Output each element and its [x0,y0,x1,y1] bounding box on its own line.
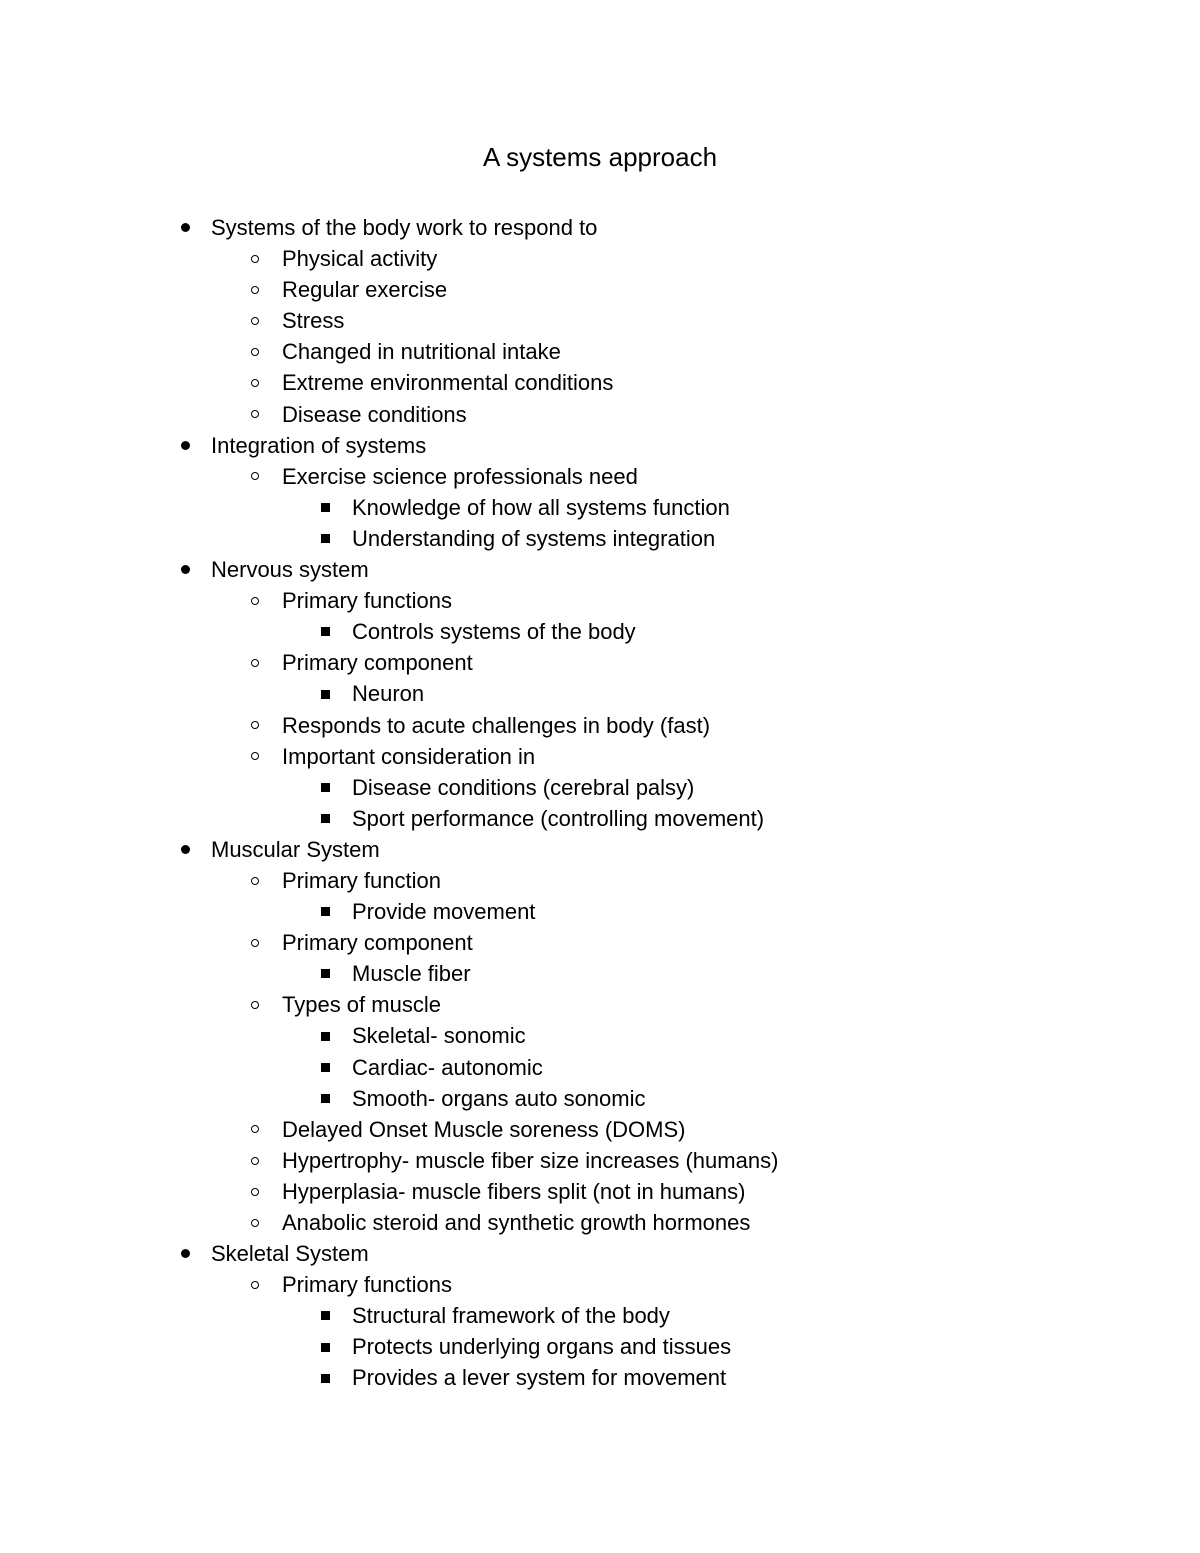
outline-item-level-2 [0,336,1200,367]
hollow-circle-bullet [245,336,265,367]
outline-item-level-2 [0,647,1200,678]
hollow-circle-bullet [245,399,265,430]
filled-square-bullet [315,1362,335,1393]
hollow-circle-bullet [245,274,265,305]
outline-item-text: Provides a lever system for movement [352,1365,727,1391]
hollow-circle-bullet [245,367,265,398]
outline-item-level-3 [0,1052,1200,1083]
outline-item-level-3 [0,1331,1200,1362]
outline-item-text: Physical activity [282,246,438,272]
outline-item-level-2 [0,1145,1200,1176]
outline-item-level-2 [0,865,1200,896]
outline-item-level-3 [0,1300,1200,1331]
outline-item-level-2 [0,989,1200,1020]
outline-item-text: Understanding of systems integration [352,525,716,551]
filled-circle-bullet [175,554,195,585]
filled-square-bullet [315,772,335,803]
outline-item-level-1 [0,430,1200,461]
outline-item-text: Integration of systems [211,432,427,458]
hollow-circle-bullet [245,585,265,616]
outline-item-level-3 [0,772,1200,803]
hollow-circle-bullet [245,1114,265,1145]
outline-item-text: Nervous system [211,557,369,583]
outline-item-level-1 [0,834,1200,865]
hollow-circle-bullet [245,461,265,492]
outline-item-text: Exercise science professionals need [282,463,638,489]
outline-item-text: Regular exercise [282,277,448,303]
hollow-circle-bullet [245,647,265,678]
outline-item-text: Types of muscle [282,992,441,1018]
outline-item-text: Changed in nutritional intake [282,339,561,365]
outline-item-text: Primary component [282,930,473,956]
hollow-circle-bullet [245,305,265,336]
outline-item-text: Disease conditions [282,401,467,427]
outline-item-text: Muscular System [211,836,380,862]
outline-item-text: Cardiac- autonomic [352,1054,543,1080]
outline-item-level-2 [0,399,1200,430]
hollow-circle-bullet [245,1176,265,1207]
outline-item-text: Extreme environmental conditions [282,370,614,396]
outline-list [0,212,1200,1394]
filled-circle-bullet [175,834,195,865]
filled-square-bullet [315,803,335,834]
outline-item-text: Important consideration in [282,743,536,769]
outline-item-text: Primary function [282,867,441,893]
filled-square-bullet [315,1020,335,1051]
outline-item-level-2 [0,243,1200,274]
outline-item-level-3 [0,1083,1200,1114]
outline-item-text: Provide movement [352,899,536,925]
outline-item-level-1 [0,554,1200,585]
outline-item-level-1 [0,212,1200,243]
outline-item-level-3 [0,523,1200,554]
filled-square-bullet [315,1083,335,1114]
filled-square-bullet [315,1300,335,1331]
outline-item-text: Primary functions [282,1272,452,1298]
hollow-circle-bullet [245,741,265,772]
outline-item-text: Hyperplasia- muscle fibers split (not in humans) [282,1178,746,1204]
outline-item-level-3 [0,616,1200,647]
outline-item-text: Sport performance (controlling movement) [352,805,765,831]
outline-item-level-2 [0,741,1200,772]
outline-item-text: Protects underlying organs and tissues [352,1334,732,1360]
outline-item-text: Primary component [282,650,473,676]
filled-square-bullet [315,958,335,989]
outline-item-level-3 [0,803,1200,834]
outline-item-text: Structural framework of the body [352,1303,670,1329]
outline-item-level-2 [0,274,1200,305]
filled-circle-bullet [175,1238,195,1269]
outline-item-level-3 [0,896,1200,927]
hollow-circle-bullet [245,1269,265,1300]
filled-square-bullet [315,896,335,927]
outline-item-text: Knowledge of how all systems function [352,494,730,520]
outline-item-level-2 [0,367,1200,398]
outline-item-level-3 [0,492,1200,523]
outline-item-text: Disease conditions (cerebral palsy) [352,774,695,800]
outline-item-text: Skeletal System [211,1241,369,1267]
filled-square-bullet [315,616,335,647]
filled-square-bullet [315,678,335,709]
filled-circle-bullet [175,212,195,243]
outline-item-text: Systems of the body work to respond to [211,215,598,240]
outline-item-text: Controls systems of the body [352,619,636,645]
outline-item-text: Skeletal- sonomic [352,1023,526,1049]
outline-item-text: Primary functions [282,588,452,614]
hollow-circle-bullet [245,1207,265,1238]
filled-square-bullet [315,523,335,554]
outline-item-level-3 [0,958,1200,989]
outline-item-text: Hypertrophy- muscle fiber size increases (humans) [282,1147,779,1173]
outline-item-level-2 [0,927,1200,958]
filled-square-bullet [315,1331,335,1362]
outline-item-text: Smooth- organs auto sonomic [352,1085,646,1111]
outline-item-level-2 [0,1207,1200,1238]
outline-item-level-3 [0,1362,1200,1393]
filled-square-bullet [315,492,335,523]
hollow-circle-bullet [245,927,265,958]
outline-item-level-2 [0,1114,1200,1145]
hollow-circle-bullet [245,865,265,896]
outline-item-level-2 [0,585,1200,616]
page-title: A systems approach [482,142,718,172]
outline-item-level-3 [0,678,1200,709]
outline-item-level-2 [0,1269,1200,1300]
hollow-circle-bullet [245,243,265,274]
outline-item-level-2 [0,710,1200,741]
outline-item-level-3 [0,1020,1200,1051]
outline-item-level-1 [0,1238,1200,1269]
outline-item-text: Responds to acute challenges in body (fast) [282,712,711,738]
outline-item-text: Anabolic steroid and synthetic growth hormones [282,1210,751,1235]
outline-item-text: Stress [282,308,345,334]
outline-item-level-2 [0,1176,1200,1207]
filled-square-bullet [315,1052,335,1083]
outline-item-text: Neuron [352,681,425,707]
hollow-circle-bullet [245,989,265,1020]
outline-item-level-2 [0,305,1200,336]
outline-item-text: Muscle fiber [352,961,471,987]
outline-item-level-2 [0,461,1200,492]
filled-circle-bullet [175,430,195,461]
hollow-circle-bullet [245,1145,265,1176]
hollow-circle-bullet [245,710,265,741]
outline-item-text: Delayed Onset Muscle soreness (DOMS) [282,1116,686,1142]
